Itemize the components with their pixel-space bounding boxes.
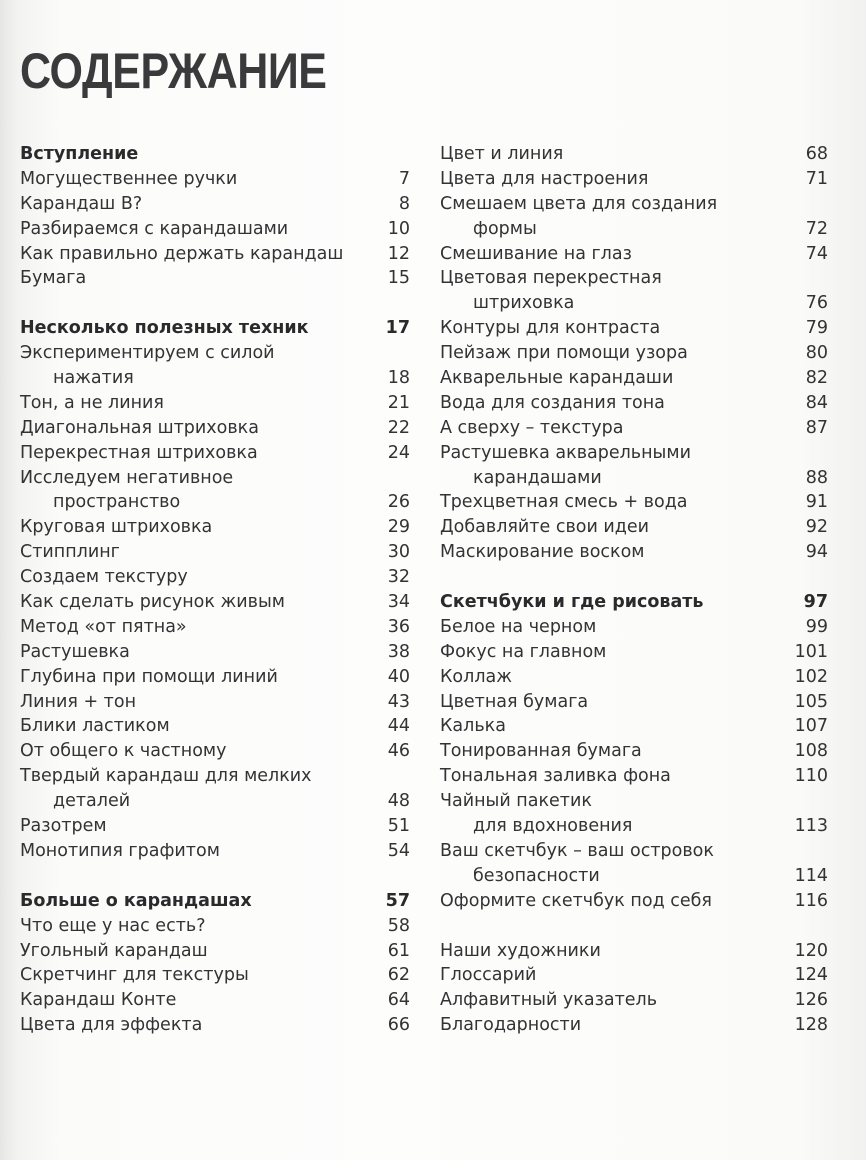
toc-entry	[20, 939, 410, 964]
toc-entry-title: Алфавитный указатель	[440, 990, 658, 1011]
toc-entry	[440, 366, 828, 391]
toc-entry-title: Что еще у нас есть?	[20, 915, 206, 936]
toc-entry	[440, 540, 828, 565]
toc-page-number: 26	[387, 492, 410, 513]
toc-page-number: 18	[387, 368, 410, 389]
toc-entry	[20, 167, 410, 192]
toc-page-number: 62	[387, 965, 410, 986]
toc-page-number: 58	[387, 915, 410, 936]
toc-entry-title: Коллаж	[440, 666, 512, 687]
toc-entry	[440, 192, 828, 217]
toc-entry-title: Круговая штриховка	[20, 517, 213, 538]
toc-page-number: 124	[794, 965, 828, 986]
toc-entry	[440, 416, 828, 441]
toc-entry-title: Скетчбуки и где рисовать	[440, 592, 704, 613]
toc-entry-title: штриховка	[473, 293, 575, 314]
toc-entry-title: Разотрем	[20, 816, 107, 837]
toc-page-number: 99	[805, 616, 828, 637]
toc-entry	[20, 615, 410, 640]
toc-section-heading	[440, 590, 828, 615]
toc-page-number: 120	[794, 940, 828, 961]
toc-entry	[440, 789, 828, 814]
toc-entry	[20, 391, 410, 416]
toc-entry-title: Калька	[440, 716, 506, 737]
toc-entry-continuation	[440, 864, 828, 889]
toc-entry	[20, 590, 410, 615]
toc-section-heading	[20, 889, 410, 914]
toc-entry-continuation	[20, 789, 410, 814]
toc-entry	[440, 690, 828, 715]
toc-entry	[440, 391, 828, 416]
toc-section-heading	[20, 142, 410, 167]
toc-entry-title: Стипплинг	[20, 542, 120, 563]
toc-entry-title: карандашами	[473, 467, 602, 488]
toc-entry	[440, 640, 828, 665]
toc-entry	[440, 963, 828, 988]
toc-entry-title: деталей	[53, 791, 131, 812]
toc-page-number: 97	[803, 592, 828, 613]
toc-entry	[440, 341, 828, 366]
toc-entry-title: Бумага	[20, 268, 87, 289]
toc-entry-title: Как правильно держать карандаш	[20, 243, 344, 264]
toc-page-number: 102	[794, 666, 828, 687]
toc-page-number: 126	[794, 990, 828, 1011]
toc-entry-title: формы	[473, 218, 537, 239]
toc-page-number: 44	[387, 716, 410, 737]
toc-entry-title: пространство	[53, 492, 181, 513]
toc-entry-title: Наши художники	[440, 940, 601, 961]
toc-entry-title: Цвет и линия	[440, 144, 564, 164]
toc-entry-title: Цвета для настроения	[440, 168, 649, 189]
toc-entry	[20, 466, 410, 491]
toc-page-number: 21	[387, 392, 410, 413]
section-spacer	[20, 291, 410, 316]
toc-entry-continuation	[440, 217, 828, 242]
toc-left-column	[20, 142, 410, 1038]
toc-entry	[440, 490, 828, 515]
toc-entry-title: Блики ластиком	[20, 716, 170, 737]
toc-page-number: 46	[387, 741, 410, 762]
toc-entry	[20, 764, 410, 789]
toc-page-number: 94	[805, 542, 828, 563]
toc-entry-title: Диагональная штриховка	[20, 417, 259, 438]
toc-entry-title: Тональная заливка фона	[440, 766, 671, 787]
toc-page-number: 87	[805, 417, 828, 438]
toc-page-number: 15	[387, 268, 410, 289]
toc-page-number: 114	[794, 865, 828, 886]
toc-entry	[20, 739, 410, 764]
toc-entry	[20, 814, 410, 839]
toc-right-column	[440, 142, 828, 1038]
toc-entry-title: Фокус на главном	[440, 641, 607, 662]
toc-page-number: 51	[387, 816, 410, 837]
toc-entry-title: Разбираемся с карандашами	[20, 218, 289, 239]
toc-entry	[20, 217, 410, 242]
toc-section-heading	[20, 316, 410, 341]
toc-page-number: 76	[805, 293, 828, 314]
toc-entry	[20, 963, 410, 988]
toc-page-number: 40	[387, 666, 410, 687]
toc-page-number: 107	[794, 716, 828, 737]
toc-entry-title: Глубина при помощи линий	[20, 666, 278, 687]
toc-entry-title: Могущественнее ручки	[20, 168, 238, 189]
toc-entry-title: Исследуем негативное	[20, 467, 234, 488]
toc-entry-title: Цветная бумага	[440, 691, 589, 712]
toc-page-number: 17	[385, 318, 410, 339]
page-title: СОДЕРЖАНИЕ	[20, 43, 327, 99]
toc-page-number: 64	[387, 990, 410, 1011]
toc-entry	[20, 242, 410, 267]
section-spacer	[440, 565, 828, 590]
section-spacer	[20, 864, 410, 889]
toc-entry	[20, 441, 410, 466]
toc-entry-title: Карандаш B?	[20, 193, 143, 214]
toc-page-number: 105	[794, 691, 828, 712]
toc-entry-continuation	[20, 490, 410, 515]
toc-page-number: 29	[387, 517, 410, 538]
toc-page-number: 24	[387, 442, 410, 463]
toc-entry	[20, 665, 410, 690]
toc-entry-title: От общего к частному	[20, 741, 227, 762]
toc-entry	[20, 515, 410, 540]
toc-entry	[20, 192, 410, 217]
toc-page-number: 48	[387, 791, 410, 812]
toc-entry-title: Чайный пакетик	[440, 791, 592, 812]
toc-entry	[440, 764, 828, 789]
toc-entry	[440, 839, 828, 864]
toc-page-number: 54	[387, 840, 410, 861]
toc-entry-title: для вдохновения	[473, 816, 633, 837]
toc-entry	[440, 142, 828, 167]
toc-page-number: 36	[387, 616, 410, 637]
toc-entry-title: Твердый карандаш для мелких	[20, 766, 312, 787]
toc-page-number: 43	[387, 691, 410, 712]
toc-entry	[440, 665, 828, 690]
toc-entry	[20, 341, 410, 366]
toc-entry	[440, 714, 828, 739]
toc-page-number: 12	[387, 243, 410, 264]
toc-entry	[440, 889, 828, 914]
toc-entry-continuation	[440, 814, 828, 839]
toc-page-number: 108	[794, 741, 828, 762]
toc-page-number: 101	[794, 641, 828, 662]
toc-entry-title: Несколько полезных техник	[20, 318, 309, 339]
toc-entry-title: Растушевка акварельными	[440, 442, 691, 463]
toc-page-number: 91	[805, 492, 828, 513]
toc-page-number: 68	[805, 144, 828, 164]
toc-page-number: 92	[805, 517, 828, 538]
toc-page-number: 8	[398, 193, 410, 214]
toc-entry	[440, 515, 828, 540]
toc-entry-title: Смешаем цвета для создания	[440, 193, 718, 214]
toc-page-number: 57	[385, 890, 410, 911]
toc-entry-title: Монотипия графитом	[20, 840, 220, 861]
toc-entry-title: Цвета для эффекта	[20, 1015, 203, 1036]
toc-entry-title: Как сделать рисунок живым	[20, 592, 285, 613]
toc-page-number: 82	[805, 368, 828, 389]
toc-entry-continuation	[440, 466, 828, 491]
toc-entry-title: безопасности	[473, 865, 600, 886]
toc-page-number: 88	[805, 467, 828, 488]
toc-entry-title: Оформите скетчбук под себя	[440, 890, 712, 911]
toc-entry-title: Ваш скетчбук – ваш островок	[440, 840, 714, 861]
toc-page-number: 32	[387, 567, 410, 588]
toc-entry	[20, 416, 410, 441]
toc-entry-title: Экспериментируем с силой	[20, 343, 275, 364]
toc-entry-title: Вода для создания тона	[440, 392, 665, 413]
toc-entry-title: Смешивание на глаз	[440, 243, 632, 264]
toc-entry	[440, 316, 828, 341]
toc-entry	[440, 615, 828, 640]
toc-entry-continuation	[440, 291, 828, 316]
toc-entry-title: Тон, а не линия	[20, 392, 164, 413]
toc-entry-title: А сверху – текстура	[440, 417, 624, 438]
toc-entry	[440, 167, 828, 192]
toc-entry-title: Белое на черном	[440, 616, 597, 637]
toc-page-number: 110	[794, 766, 828, 787]
toc-entry	[440, 242, 828, 267]
toc-entry-title: Благодарности	[440, 1015, 582, 1036]
toc-entry	[440, 939, 828, 964]
toc-entry-title: Контуры для контраста	[440, 318, 661, 339]
toc-entry	[440, 988, 828, 1013]
toc-page-number: 10	[387, 218, 410, 239]
toc-entry-title: Создаем текстуру	[20, 567, 188, 588]
toc-page-number: 22	[387, 417, 410, 438]
toc-entry-title: Маскирование воском	[440, 542, 645, 563]
toc-entry	[20, 988, 410, 1013]
toc-entry	[20, 540, 410, 565]
toc-entry-title: Угольный карандаш	[20, 940, 208, 961]
toc-entry	[440, 1013, 828, 1038]
toc-entry	[20, 565, 410, 590]
toc-entry	[20, 266, 410, 291]
toc-entry	[20, 914, 410, 939]
toc-entry-title: Вступление	[20, 144, 139, 164]
toc-entry	[20, 1013, 410, 1038]
toc-entry-title: Тонированная бумага	[440, 741, 642, 762]
toc-entry-title: Глоссарий	[440, 965, 537, 986]
toc-entry	[440, 739, 828, 764]
toc-entry-title: Скретчинг для текстуры	[20, 965, 249, 986]
toc-entry-title: Пейзаж при помощи узора	[440, 343, 688, 364]
toc-page-number: 113	[794, 816, 828, 837]
toc-page-number: 128	[794, 1015, 828, 1036]
toc-entry-title: Карандаш Конте	[20, 990, 177, 1011]
toc-entry	[440, 441, 828, 466]
toc-entry-title: Растушевка	[20, 641, 130, 662]
toc-entry	[20, 839, 410, 864]
toc-page-number: 7	[398, 168, 410, 189]
toc-entry-title: Больше о карандашах	[20, 890, 252, 911]
toc-entry-title: Трехцветная смесь + вода	[440, 492, 688, 513]
toc-entry	[440, 266, 828, 291]
toc-entry	[20, 714, 410, 739]
toc-page-number: 71	[805, 168, 828, 189]
toc-entry-title: Акварельные карандаши	[440, 368, 674, 389]
toc-entry-title: нажатия	[53, 368, 134, 389]
toc-page-number: 116	[794, 890, 828, 911]
toc-page-number: 79	[805, 318, 828, 339]
toc-entry	[20, 640, 410, 665]
toc-entry-title: Цветовая перекрестная	[440, 268, 662, 289]
toc-entry-title: Линия + тон	[20, 691, 137, 712]
toc-page-number: 80	[805, 343, 828, 364]
toc-page-number: 34	[387, 592, 410, 613]
toc-page-number: 30	[387, 542, 410, 563]
toc-page-number: 38	[387, 641, 410, 662]
toc-entry-title: Перекрестная штриховка	[20, 442, 258, 463]
toc-entry-title: Метод «от пятна»	[20, 616, 187, 637]
toc-entry-continuation	[20, 366, 410, 391]
toc-page-number: 72	[805, 218, 828, 239]
toc-page-number: 84	[805, 392, 828, 413]
toc-entry-title: Добавляйте свои идеи	[440, 517, 650, 538]
toc-entry	[20, 690, 410, 715]
section-spacer	[440, 914, 828, 939]
toc-page-number: 66	[387, 1015, 410, 1036]
toc-page-number: 61	[387, 940, 410, 961]
toc-page-number: 74	[805, 243, 828, 264]
